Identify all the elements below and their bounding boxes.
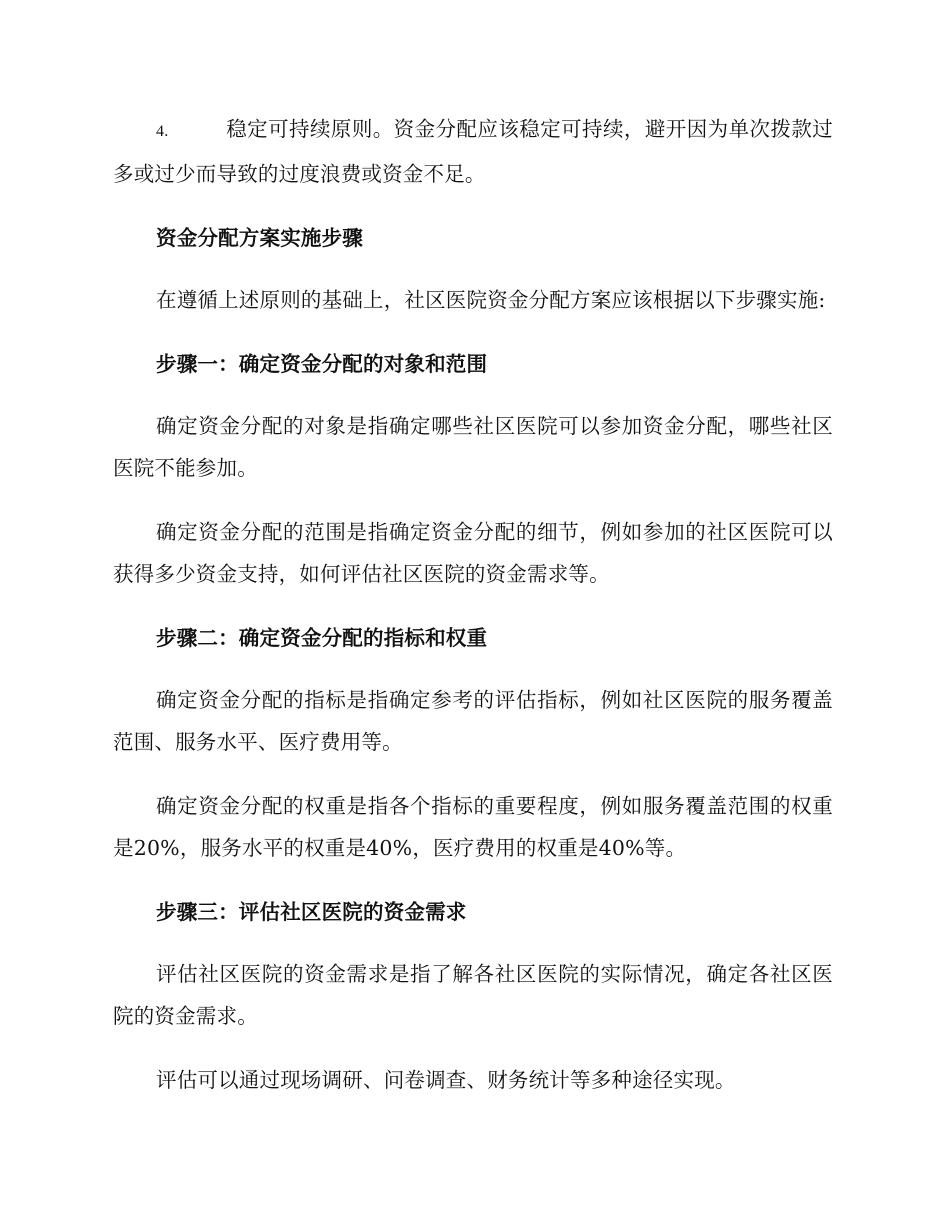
list-item-text: 稳定可持续原则。资金分配应该稳定可持续，避开因为单次拨款过多或过少而导致的过度浪费或资金不足。: [113, 117, 833, 186]
intro-paragraph: 在遵循上述原则的基础上，社区医院资金分配方案应该根据以下步骤实施:: [156, 288, 826, 312]
step2-heading: 步骤二：确定资金分配的指标和权重: [156, 626, 488, 650]
step1-heading: 步骤一：确定资金分配的对象和范围: [156, 352, 488, 376]
list-item-4: [113, 108, 833, 195]
step3-paragraph-1: 评估社区医院的资金需求是指了解各社区医院的实际情况，确定各社区医院的资金需求。: [113, 962, 833, 1028]
step3-heading: 步骤三：评估社区医院的资金需求: [156, 900, 467, 924]
section-heading: 资金分配方案实施步骤: [156, 226, 363, 250]
step1-paragraph-1: 确定资金分配的对象是指确定哪些社区医院可以参加资金分配，哪些社区医院不能参加。: [113, 414, 833, 480]
step2-paragraph-1: 确定资金分配的指标是指确定参考的评估指标，例如社区医院的服务覆盖范围、服务水平、医疗费用等。: [113, 688, 833, 754]
step2-paragraph-2: 确定资金分配的权重是指各个指标的重要程度，例如服务覆盖范围的权重是20%，服务水平的权重是40%，医疗费用的权重是40%等。: [113, 794, 833, 860]
document-body: [113, 108, 833, 1123]
list-item-number: 4.: [156, 123, 169, 140]
step1-paragraph-2: 确定资金分配的范围是指确定资金分配的细节，例如参加的社区医院可以获得多少资金支持，如何评估社区医院的资金需求等。: [113, 520, 833, 586]
step3-paragraph-2: 评估可以通过现场调研、问卷调查、财务统计等多种途径实现。: [156, 1068, 736, 1092]
